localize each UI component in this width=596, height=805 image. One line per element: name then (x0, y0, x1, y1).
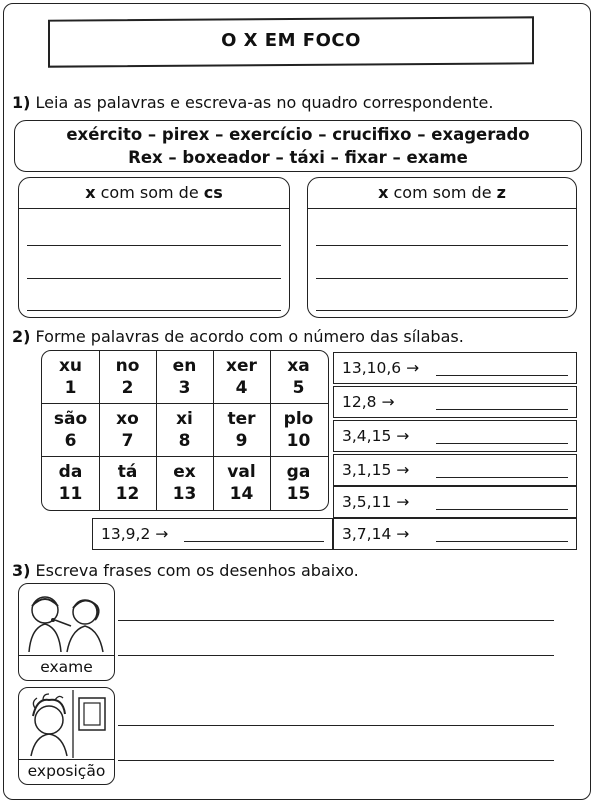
syllable-cell (156, 461, 213, 514)
syllable-cell (42, 355, 99, 408)
syllable-number: 4 (235, 378, 248, 398)
answer-line[interactable] (27, 278, 281, 279)
syllable-cell (213, 461, 270, 514)
syllable-number: 2 (121, 378, 134, 398)
word-bank-line-2: Rex – boxeador – táxi – fixar – exame (128, 148, 468, 167)
syllable-sequence: 12,8 → (342, 393, 395, 411)
answer-line[interactable] (436, 375, 568, 376)
picture-label-exam: exame (19, 655, 114, 680)
question-3-number: 3) (12, 561, 31, 580)
syllable-number: 9 (235, 431, 248, 451)
box-x-sound-cs (18, 177, 290, 318)
answer-row (333, 386, 577, 418)
answer-line[interactable] (316, 245, 568, 246)
syllable-sequence: 3,5,11 → (342, 493, 410, 511)
syllable-cell (270, 461, 327, 514)
word-bank-line-1: exército – pirex – exercício – crucifixo – exagerado (66, 125, 530, 144)
word-bank (14, 120, 582, 172)
syllable-text: são (53, 409, 88, 429)
answer-line[interactable] (316, 278, 568, 279)
syllable-number: 13 (172, 484, 197, 504)
syllable-cell (270, 408, 327, 461)
syllable-cell (99, 408, 156, 461)
box-x-sound-z-header: x com som de z (308, 178, 576, 209)
syllable-text: xer (226, 356, 257, 376)
answer-row (333, 518, 577, 550)
syllable-cell (42, 408, 99, 461)
syllable-text: en (172, 356, 197, 376)
syllable-cell (156, 355, 213, 408)
answer-row (333, 454, 577, 486)
syllable-text: xi (176, 409, 193, 429)
syllable-cell (213, 355, 270, 408)
syllable-number: 14 (229, 484, 254, 504)
doctor-exam-illustration (21, 586, 111, 654)
question-3-text: Escreva frases com os desenhos abaixo. (35, 561, 359, 580)
answer-line[interactable] (436, 541, 568, 542)
sentence-line[interactable] (118, 725, 554, 726)
answer-line[interactable] (184, 541, 324, 542)
answer-line[interactable] (436, 477, 568, 478)
syllable-number: 1 (64, 378, 77, 398)
answer-row (333, 420, 577, 452)
syllable-number: 12 (115, 484, 140, 504)
question-2 (12, 327, 464, 346)
exhibition-illustration (21, 690, 111, 758)
question-1-text: Leia as palavras e escreva-as no quadro correspondente. (35, 93, 494, 112)
box-x-sound-cs-header: x com som de cs (19, 178, 289, 209)
picture-label-exhibition: exposição (19, 759, 114, 784)
box-x-sound-z (307, 177, 577, 318)
answer-line[interactable] (27, 310, 281, 311)
syllable-text: plo (283, 409, 314, 429)
question-2-text: Forme palavras de acordo com o número das sílabas. (35, 327, 464, 346)
answer-row-extra: 13,9,2 → (92, 518, 333, 550)
syllable-number: 3 (178, 378, 191, 398)
picture-card-exam (18, 583, 115, 681)
syllable-text: no (115, 356, 140, 376)
sentence-line[interactable] (118, 655, 554, 656)
question-2-number: 2) (12, 327, 31, 346)
syllable-sequence: 3,4,15 → (342, 427, 410, 445)
sentence-line[interactable] (118, 620, 554, 621)
syllable-cell (270, 355, 327, 408)
syllable-sequence: 3,7,14 → (342, 525, 410, 543)
syllable-text: da (58, 462, 83, 482)
syllable-number: 6 (64, 431, 77, 451)
answer-row (333, 486, 577, 518)
syllable-text: ter (227, 409, 256, 429)
syllable-text: xu (58, 356, 83, 376)
syllable-sequence: 3,1,15 → (342, 461, 410, 479)
picture-card-exhibition (18, 687, 115, 785)
syllable-cell (213, 408, 270, 461)
syllable-cell (156, 408, 213, 461)
syllable-cell (99, 355, 156, 408)
syllable-number: 5 (292, 378, 305, 398)
syllable-text: xo (116, 409, 139, 429)
syllable-text: ex (173, 462, 196, 482)
syllable-cell (42, 461, 99, 514)
syllable-sequence: 13,10,6 → (342, 359, 420, 377)
sentence-line[interactable] (118, 760, 554, 761)
syllable-text: val (227, 462, 256, 482)
page-title: O X EM FOCO (221, 30, 361, 51)
question-3 (12, 561, 359, 580)
answer-line[interactable] (436, 409, 568, 410)
answer-line[interactable] (316, 310, 568, 311)
syllable-text: tá (117, 462, 138, 482)
answer-line[interactable] (27, 245, 281, 246)
syllable-text: xa (287, 356, 310, 376)
answer-line[interactable] (436, 509, 568, 510)
syllable-number: 10 (286, 431, 311, 451)
syllable-number: 8 (178, 431, 191, 451)
syllable-text: ga (286, 462, 311, 482)
syllable-number: 11 (58, 484, 83, 504)
syllable-grid (41, 350, 329, 511)
answer-line[interactable] (436, 443, 568, 444)
syllable-cell (99, 461, 156, 514)
answer-row (333, 352, 577, 384)
syllable-number: 15 (286, 484, 311, 504)
question-1 (12, 93, 493, 112)
syllable-number: 7 (121, 431, 134, 451)
question-1-number: 1) (12, 93, 31, 112)
